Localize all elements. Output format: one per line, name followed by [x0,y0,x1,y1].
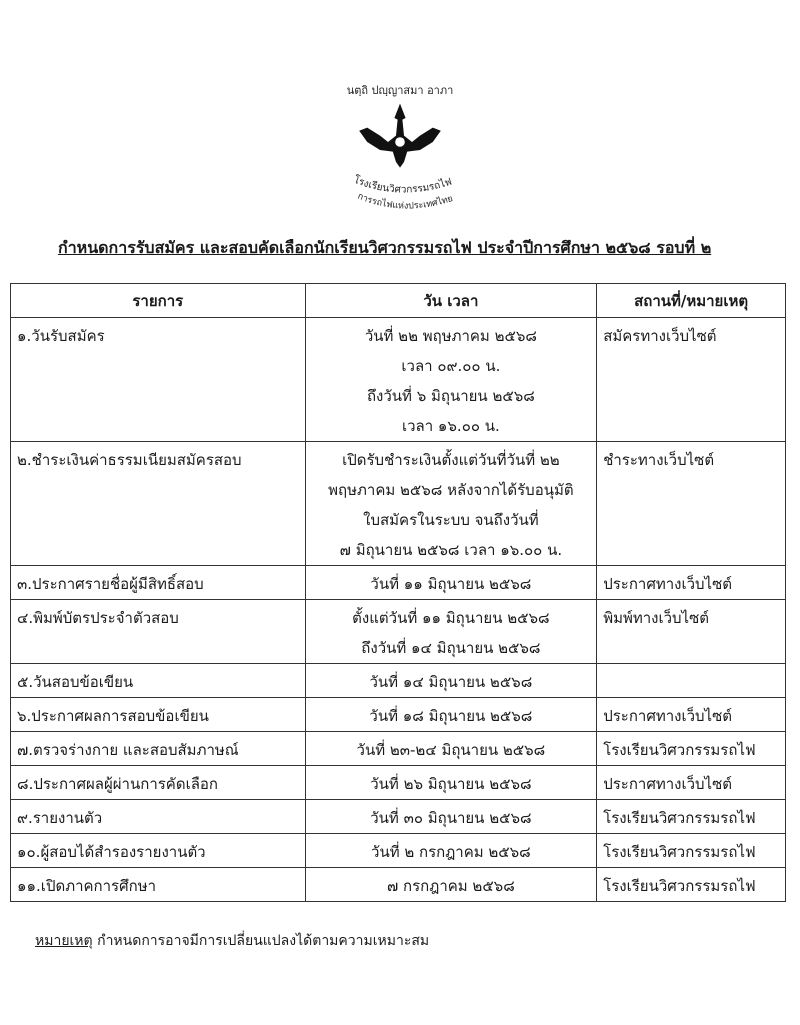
table-row [11,800,786,834]
datetime-line: วันที่ ๑๑ มิถุนายน ๒๕๖๘ [370,575,532,593]
row-datetime [305,664,597,698]
row-datetime [305,442,597,566]
school-emblem-logo [335,84,465,219]
header-datetime: วัน เวลา [305,284,597,318]
row-place: ชำระทางเว็บไซต์ [597,442,786,566]
row-item: ๑.วันรับสมัคร [11,318,306,442]
row-item: ๔.พิมพ์บัตรประจำตัวสอบ [11,600,306,664]
datetime-line: วันที่ ๒๓-๒๔ มิถุนายน ๒๕๖๘ [356,741,546,759]
row-place: สมัครทางเว็บไซต์ [597,318,786,442]
row-item: ๙.รายงานตัว [11,800,306,834]
datetime-line: ตั้งแต่วันที่ ๑๑ มิถุนายน ๒๕๖๘ [352,609,550,627]
row-place: พิมพ์ทางเว็บไซต์ [597,600,786,664]
table-row [11,766,786,800]
header-item: รายการ [11,284,306,318]
datetime-line: วันที่ ๓๐ มิถุนายน ๒๕๖๘ [370,809,532,827]
table-row [11,868,786,902]
row-item: ๓.ประกาศรายชื่อผู้มีสิทธิ์สอบ [11,566,306,600]
row-place: โรงเรียนวิศวกรรมรถไฟ [597,868,786,902]
datetime-line: วันที่ ๑๔ มิถุนายน ๒๕๖๘ [369,673,533,691]
svg-text:การรถไฟแห่งประเทศไทย: การรถไฟแห่งประเทศไทย [355,191,455,212]
table-row [11,600,786,664]
row-place: ประกาศทางเว็บไซต์ [597,766,786,800]
table-row [11,318,786,442]
datetime-line: เวลา ๐๙.๐๐ น. [401,357,501,375]
table-row [11,732,786,766]
datetime-line: ใบสมัครในระบบ จนถึงวันที่ [363,511,539,529]
row-place: โรงเรียนวิศวกรรมรถไฟ [597,834,786,868]
datetime-line: ถึงวันที่ ๖ มิถุนายน ๒๕๖๘ [366,387,535,405]
row-item: ๕.วันสอบข้อเขียน [11,664,306,698]
logo-motto: นตฺถิ ปญฺญาสมา อาภา [346,84,454,97]
table-row [11,442,786,566]
row-datetime [305,834,597,868]
footnote-text: กำหนดการอาจมีการเปลี่ยนแปลงได้ตามความเหมาะสม [97,933,430,949]
row-datetime [305,766,597,800]
datetime-line: ถึงวันที่ ๑๔ มิถุนายน ๒๕๖๘ [361,639,541,657]
row-datetime [305,600,597,664]
datetime-line: วันที่ ๒๖ มิถุนายน ๒๕๖๘ [370,775,532,793]
row-datetime [305,868,597,902]
row-place [597,664,786,698]
table-row [11,664,786,698]
table-header-row [11,284,786,318]
datetime-line: เปิดรับชำระเงินตั้งแต่วันที่วันที่ ๒๒ [342,451,560,469]
document-title: กำหนดการรับสมัคร และสอบคัดเลือกนักเรียนวิศวกรรมรถไฟ ประจำปีการศึกษา ๒๕๖๘ รอบที่ ๒ [58,238,712,257]
schedule-table [10,283,786,902]
row-place: ประกาศทางเว็บไซต์ [597,566,786,600]
garuda-emblem-icon [335,98,465,216]
datetime-line: เวลา ๑๖.๐๐ น. [401,417,500,435]
row-item: ๒.ชำระเงินค่าธรรมเนียมสมัครสอบ [11,442,306,566]
row-datetime [305,698,597,732]
datetime-line: วันที่ ๒๒ พฤษภาคม ๒๕๖๘ [364,327,537,345]
row-item: ๑๐.ผู้สอบได้สำรองรายงานตัว [11,834,306,868]
row-datetime [305,318,597,442]
datetime-line: วันที่ ๒ กรกฎาคม ๒๕๖๘ [371,843,531,861]
row-datetime [305,800,597,834]
svg-text:โรงเรียนวิศวกรรมรถไฟ: โรงเรียนวิศวกรรมรถไฟ [351,174,454,196]
table-row [11,698,786,732]
row-item: ๖.ประกาศผลการสอบข้อเขียน [11,698,306,732]
row-datetime [305,732,597,766]
row-datetime [305,566,597,600]
datetime-line: ๗ กรกฎาคม ๒๕๖๘ [386,877,515,895]
datetime-line: ๗ มิถุนายน ๒๕๖๘ เวลา ๑๖.๐๐ น. [339,541,563,559]
datetime-line: วันที่ ๑๘ มิถุนายน ๒๕๖๘ [369,707,533,725]
footnote [35,930,429,952]
row-item: ๗.ตรวจร่างกาย และสอบสัมภาษณ์ [11,732,306,766]
header-place: สถานที่/หมายเหตุ [597,284,786,318]
table-row [11,834,786,868]
footnote-label: หมายเหตุ [35,933,93,949]
row-place: โรงเรียนวิศวกรรมรถไฟ [597,732,786,766]
row-item: ๑๑.เปิดภาคการศึกษา [11,868,306,902]
table-row [11,566,786,600]
row-place: ประกาศทางเว็บไซต์ [597,698,786,732]
datetime-line: พฤษภาคม ๒๕๖๘ หลังจากได้รับอนุมัติ [328,481,574,499]
row-item: ๘.ประกาศผลผู้ผ่านการคัดเลือก [11,766,306,800]
row-place: โรงเรียนวิศวกรรมรถไฟ [597,800,786,834]
